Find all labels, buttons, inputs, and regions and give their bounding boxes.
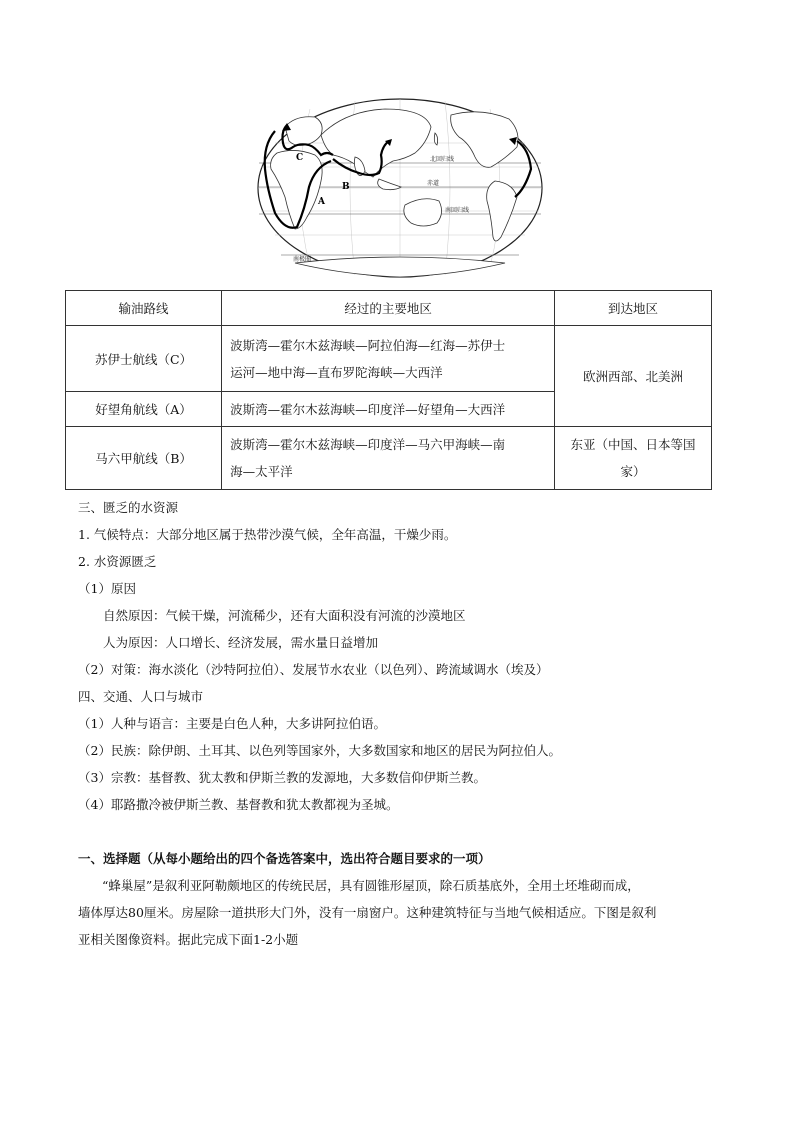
route-regions — [222, 392, 555, 427]
world-map-svg — [255, 97, 545, 280]
section-4-title: 四、交通、人口与城市 — [78, 689, 204, 704]
route-regions-line: 运河—地中海—直布罗陀海峡—大西洋 — [230, 364, 443, 380]
route-c-label: C — [296, 153, 304, 163]
table-header-row — [66, 291, 712, 326]
route-name: 苏伊士航线（C） — [66, 326, 222, 392]
route-regions — [222, 326, 555, 392]
route-b-label: B — [342, 182, 350, 192]
section-4-item-3: （3）宗教：基督教、犹太教和伊斯兰教的发源地，大多数信仰伊斯兰教。 — [78, 770, 486, 785]
route-regions-line: 海—太平洋 — [230, 464, 293, 479]
section-3-title: 三、匮乏的水资源 — [78, 500, 179, 515]
question-paragraph-line: 亚相关图像资料。据此完成下面1-2小题 — [78, 932, 299, 947]
section-4-item-2: （2）民族：除伊朗、土耳其、以色列等国家外，大多数国家和地区的居民为阿拉伯人。 — [78, 743, 561, 758]
australia-shape — [404, 199, 442, 226]
equator-label: 赤道 — [427, 180, 440, 187]
section-3-item-2: 2. 水资源匮乏 — [78, 554, 157, 569]
question-paragraph-line: 墙体厚达80厘米。房屋除一道拱形大门外，没有一扇窗户。这种建筑特征与当地气候相适应。下图是叙利 — [78, 905, 657, 920]
header-destination: 到达地区 — [555, 291, 712, 326]
destination-line: 东亚（中国、日本等国 — [570, 437, 696, 452]
route-destination — [555, 427, 712, 490]
section-3-subitem-1: （1）原因 — [78, 581, 136, 596]
section-3-item-1: 1. 气候特点：大部分地区属于热带沙漠气候，全年高温，干燥少雨。 — [78, 527, 457, 542]
human-cause: 人为原因：人口增长、经济发展，需水量日益增加 — [103, 635, 379, 650]
header-route: 输油路线 — [66, 291, 222, 326]
section-3-subitem-2: （2）对策：海水淡化（沙特阿拉伯）、发展节水农业（以色列）、跨流域调水（埃及） — [78, 662, 549, 677]
antarctic-circle-label: 南极圈 — [293, 256, 312, 263]
route-regions — [222, 427, 555, 490]
route-destination: 欧洲西部、北美洲 — [555, 326, 712, 427]
world-map-oil-routes — [255, 97, 545, 280]
section-4-item-1: （1）人种与语言：主要是白色人种，大多讲阿拉伯语。 — [78, 716, 386, 731]
route-regions-line: 波斯湾—霍尔木兹海峡—印度洋—马六甲海峡—南 — [230, 437, 506, 452]
oil-routes-table — [65, 290, 712, 490]
route-regions-line: 波斯湾—霍尔木兹海峡—阿拉伯海—红海—苏伊士 — [230, 337, 506, 353]
tropic-cancer-label: 北回归线 — [430, 156, 455, 163]
header-regions: 经过的主要地区 — [222, 291, 555, 326]
question-section-title: 一、选择题（从每小题给出的四个备选答案中，选出符合题目要求的一项） — [78, 851, 491, 866]
route-regions-line: 波斯湾—霍尔木兹海峡—印度洋—好望角—大西洋 — [230, 401, 506, 417]
tropic-capricorn-label: 南回归线 — [445, 207, 470, 214]
route-name: 好望角航线（A） — [66, 392, 222, 427]
route-a-label: A — [318, 197, 325, 207]
table-row — [66, 427, 712, 490]
antarctica-shape — [295, 257, 505, 277]
destination-line: 家） — [620, 464, 646, 479]
section-4-item-4: （4）耶路撒冷被伊斯兰教、基督教和犹太教都视为圣城。 — [78, 797, 399, 812]
table-row — [66, 326, 712, 392]
natural-cause: 自然原因：气候干燥，河流稀少，还有大面积没有河流的沙漠地区 — [103, 608, 466, 623]
route-name: 马六甲航线（B） — [66, 427, 222, 490]
question-paragraph-line: “蜂巢屋”是叙利亚阿勒颇地区的传统民居，具有圆锥形屋顶，除石质基底外，全用土坯堆砌而成， — [102, 878, 640, 893]
